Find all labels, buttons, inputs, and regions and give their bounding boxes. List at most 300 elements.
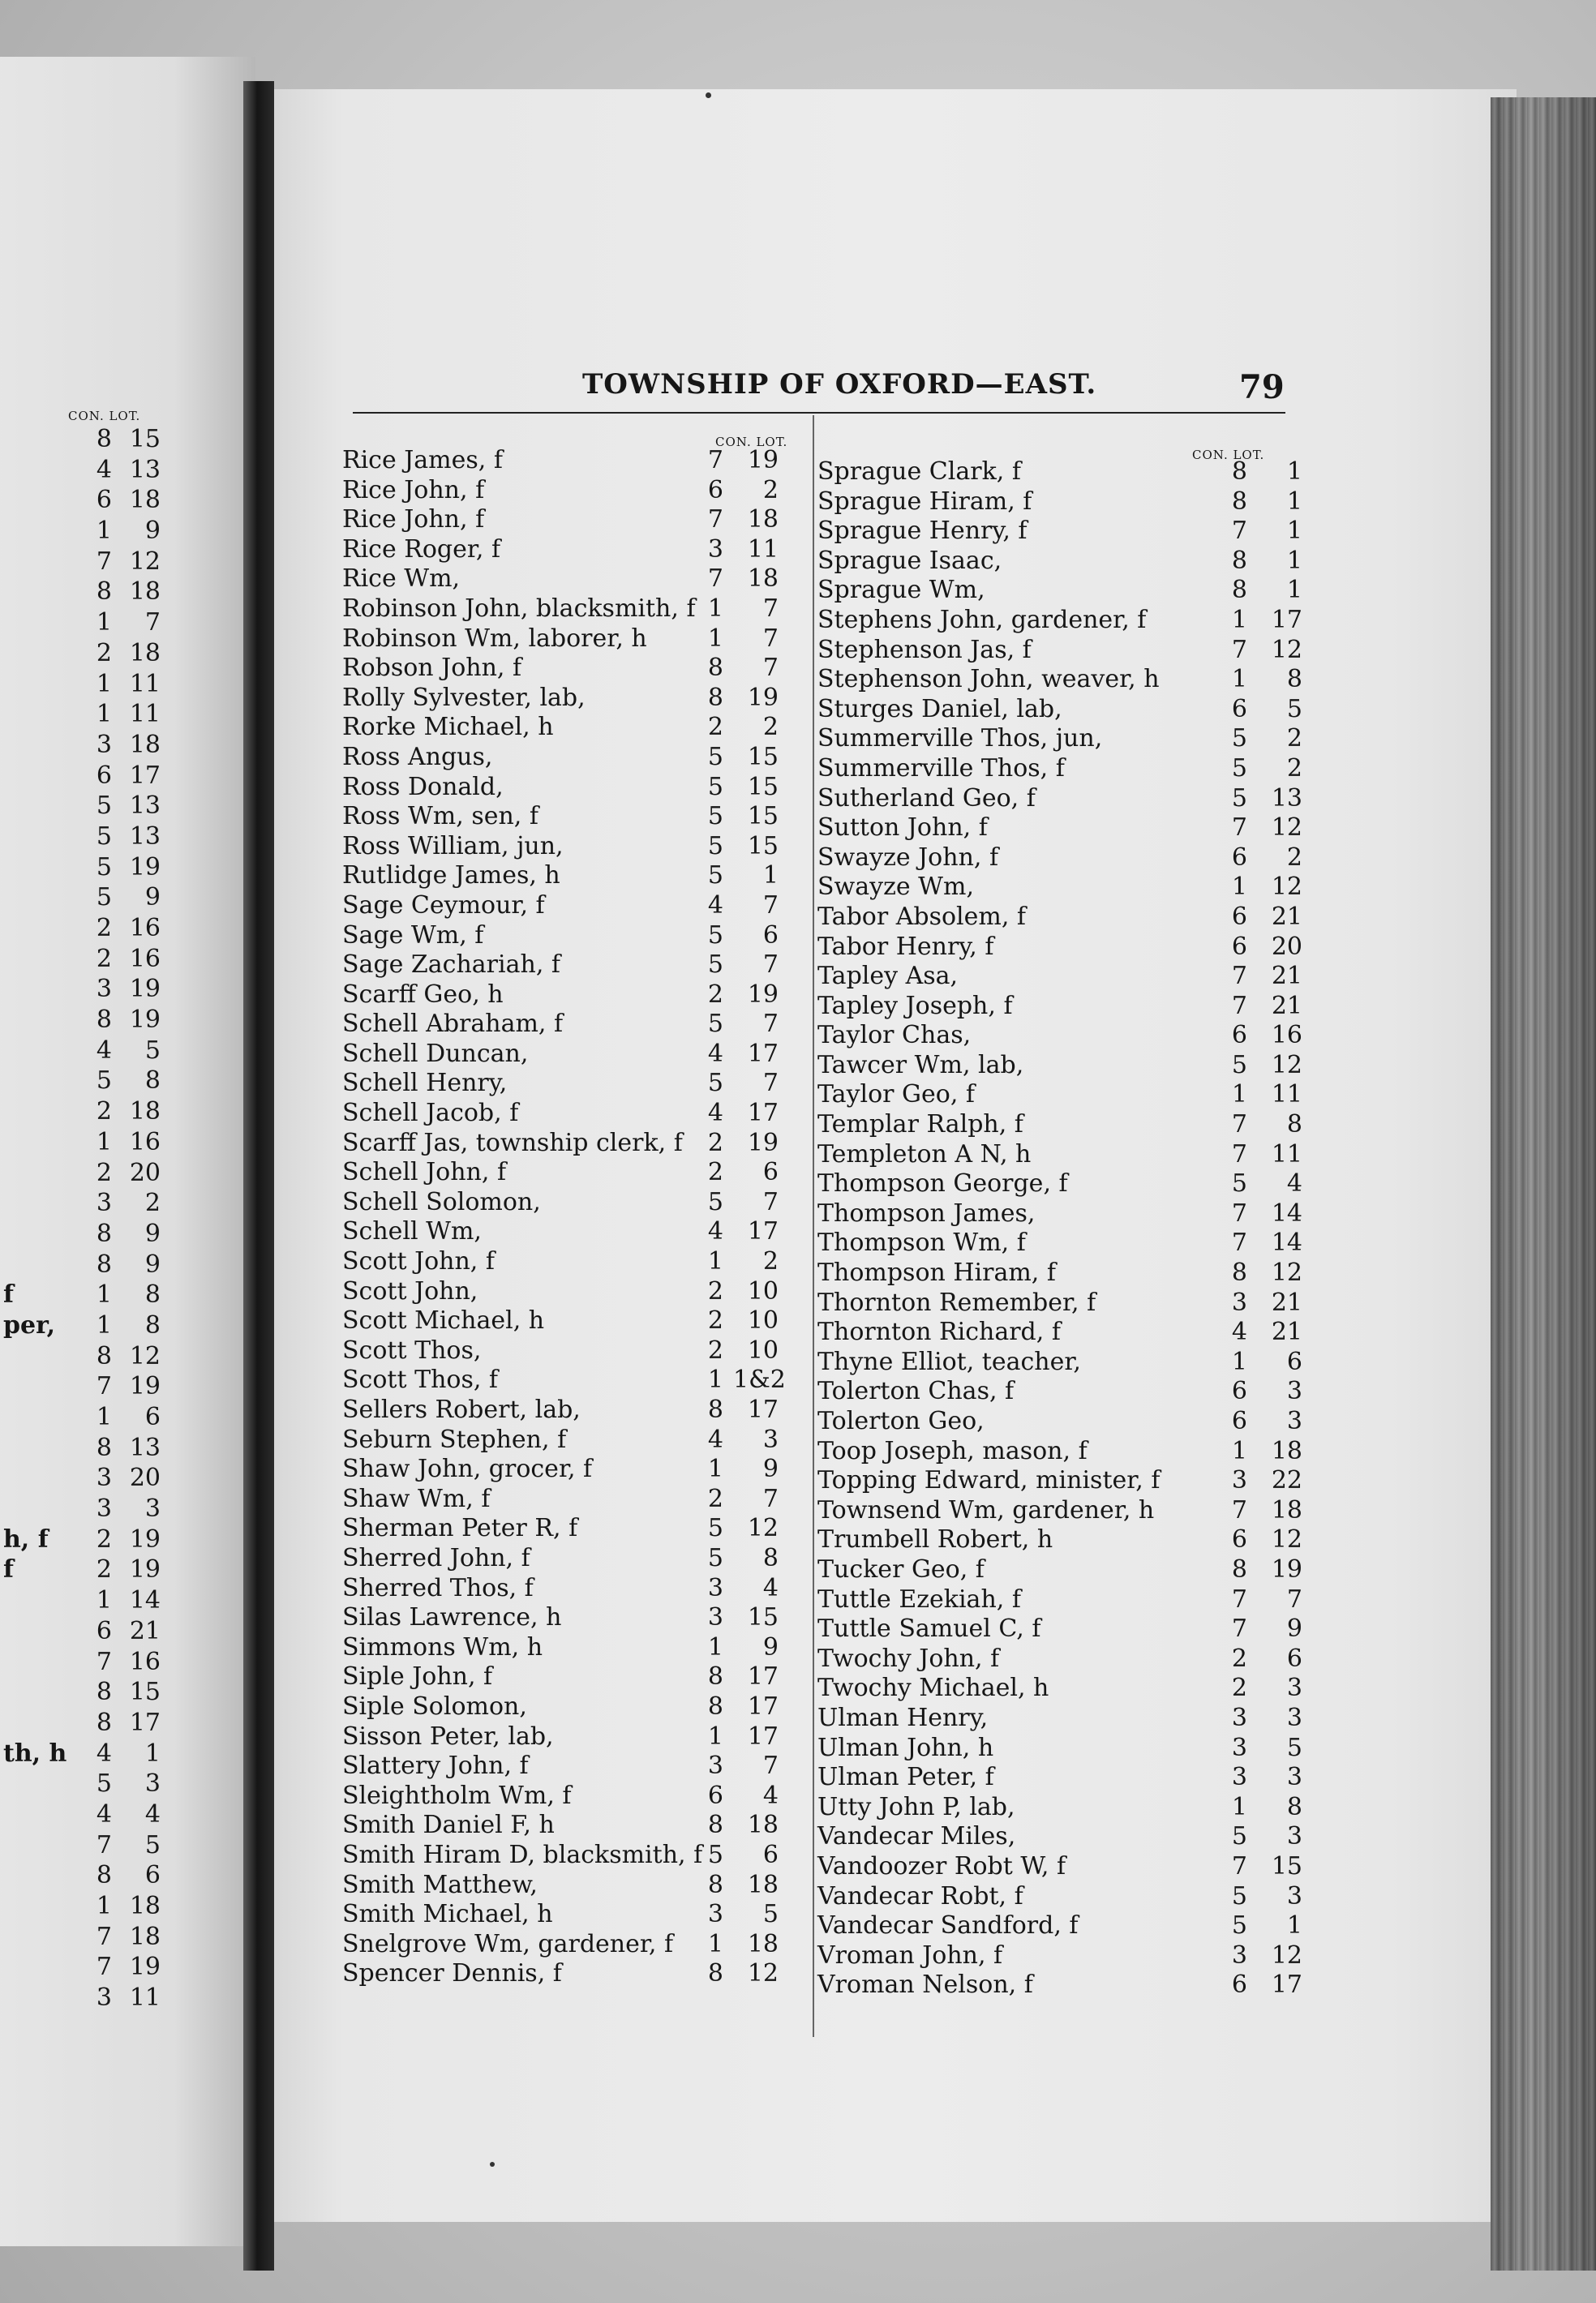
- resident-name: Templeton A N, h: [817, 1139, 1032, 1169]
- concession-number: 8: [96, 1006, 112, 1035]
- directory-entry: [817, 1259, 1304, 1289]
- concession-number: 3: [96, 1464, 112, 1493]
- left-page-row: [0, 1891, 243, 1922]
- concession-number: 3: [96, 1983, 112, 2013]
- directory-entry: [817, 1822, 1304, 1852]
- concession-number: 1: [96, 1127, 112, 1156]
- lot-number: 6: [144, 1861, 161, 1890]
- left-page-row: [0, 1250, 243, 1280]
- concession-number: 4: [96, 455, 112, 484]
- concession-number: 2: [1231, 1674, 1247, 1703]
- directory-entry: [342, 1662, 813, 1692]
- concession-number: 5: [96, 1066, 112, 1096]
- directory-entry: [342, 1040, 813, 1070]
- directory-entry: [817, 636, 1304, 666]
- resident-name: Ross Donald,: [342, 772, 504, 801]
- directory-entry: [817, 1941, 1304, 1971]
- lot-number: 2: [762, 713, 779, 742]
- directory-entry: [817, 487, 1304, 517]
- resident-name: Vandoozer Robt W, f: [817, 1851, 1066, 1881]
- concession-number: 3: [1231, 1941, 1247, 1970]
- concession-number: 8: [96, 1341, 112, 1370]
- left-page-row: [0, 516, 243, 547]
- concession-number: 1: [1231, 1080, 1247, 1109]
- concession-number: 3: [707, 1573, 723, 1602]
- col-left-header: CON. LOT.: [715, 435, 788, 449]
- resident-name: Templar Ralph, f: [817, 1110, 1023, 1139]
- left-page-column-header: CON. LOT.: [68, 409, 141, 423]
- lot-number: 21: [1271, 991, 1302, 1020]
- directory-entry: [342, 1336, 813, 1366]
- lot-number: 19: [129, 852, 161, 881]
- lot-number: 1: [1286, 517, 1302, 546]
- lot-number: 2: [1286, 724, 1302, 753]
- directory-entry: [342, 1930, 813, 1960]
- left-page-row: [0, 1708, 243, 1739]
- resident-name: Tuttle Samuel C, f: [817, 1615, 1041, 1644]
- resident-name: Schell Henry,: [342, 1069, 508, 1098]
- lot-number: 12: [1271, 635, 1302, 664]
- directory-entry: [817, 903, 1304, 933]
- left-page-row: [0, 1555, 243, 1585]
- lot-number: 19: [129, 1006, 161, 1035]
- resident-name: Topping Edward, minister, f: [817, 1466, 1161, 1495]
- lot-number: 18: [129, 1097, 161, 1126]
- concession-number: 7: [1231, 962, 1247, 991]
- directory-entry: [342, 1455, 813, 1485]
- left-page-row: [0, 1341, 243, 1372]
- concession-number: 5: [707, 1010, 723, 1039]
- directory-entry: [342, 1752, 813, 1782]
- resident-name: Smith Matthew,: [342, 1870, 538, 1899]
- lot-number: 17: [747, 1662, 779, 1692]
- concession-number: 7: [1231, 1139, 1247, 1169]
- resident-name: Sprague Isaac,: [817, 546, 1002, 575]
- concession-number: 2: [707, 1484, 723, 1513]
- lot-number: 2: [762, 1247, 779, 1276]
- lot-number: 1: [762, 861, 779, 890]
- lot-number: 8: [1286, 1792, 1302, 1821]
- directory-entry: [342, 476, 813, 506]
- concession-number: 5: [1231, 1911, 1247, 1941]
- lot-number: 20: [129, 1464, 161, 1493]
- lot-number: 22: [1271, 1466, 1302, 1495]
- concession-number: 8: [707, 1692, 723, 1721]
- resident-name: Schell John, f: [342, 1158, 507, 1187]
- lot-number: 11: [129, 700, 161, 729]
- lot-number: 19: [129, 1555, 161, 1585]
- concession-number: 4: [1231, 1318, 1247, 1347]
- resident-name: Taylor Chas,: [817, 1021, 972, 1050]
- resident-name: Vandecar Sandford, f: [817, 1911, 1079, 1941]
- lot-number: 1&2: [733, 1366, 786, 1395]
- concession-number: 8: [1231, 487, 1247, 516]
- concession-number: 1: [707, 594, 723, 623]
- lot-number: 7: [1286, 1585, 1302, 1614]
- concession-number: 2: [707, 1336, 723, 1365]
- lot-number: 21: [1271, 902, 1302, 931]
- lot-number: 21: [1271, 1288, 1302, 1317]
- lot-number: 12: [1271, 1259, 1302, 1288]
- concession-number: 4: [96, 1799, 112, 1829]
- directory-entry: [817, 1407, 1304, 1437]
- concession-number: 1: [707, 1632, 723, 1662]
- lot-number: 15: [747, 802, 779, 831]
- directory-entry: [817, 1555, 1304, 1585]
- concession-number: 7: [96, 547, 112, 576]
- concession-number: 8: [96, 425, 112, 453]
- lot-number: 9: [1286, 1615, 1302, 1644]
- lot-number: 18: [129, 638, 161, 667]
- lot-number: 12: [1271, 1525, 1302, 1555]
- directory-entry: [817, 1674, 1304, 1704]
- lot-number: 15: [747, 1603, 779, 1632]
- lot-number: 3: [1286, 1377, 1302, 1406]
- directory-entry: [817, 843, 1304, 873]
- lot-number: 18: [747, 505, 779, 534]
- directory-entry: [817, 1169, 1304, 1199]
- concession-number: 7: [96, 1953, 112, 1982]
- concession-number: 3: [1231, 1763, 1247, 1792]
- directory-entry: [817, 1852, 1304, 1882]
- lot-number: 12: [747, 1959, 779, 1988]
- left-page-row: [0, 1096, 243, 1127]
- concession-number: 1: [707, 1455, 723, 1484]
- resident-name: Smith Hiram D, blacksmith, f: [342, 1840, 703, 1869]
- resident-name: Vandecar Miles,: [817, 1822, 1016, 1851]
- left-page-row: [0, 1647, 243, 1678]
- directory-entry: [342, 802, 813, 832]
- resident-name: Shaw Wm, f: [342, 1484, 491, 1513]
- page-edges: [1491, 97, 1596, 2271]
- directory-entry: [817, 1585, 1304, 1615]
- left-page-row: [0, 1616, 243, 1647]
- lot-number: 13: [129, 455, 161, 484]
- lot-number: 11: [129, 669, 161, 698]
- concession-number: 6: [1231, 1971, 1247, 2000]
- lot-number: 4: [762, 1781, 779, 1810]
- resident-name: Siple John, f: [342, 1662, 493, 1692]
- lot-number: 5: [762, 1900, 779, 1929]
- directory-entry: [342, 832, 813, 862]
- lot-number: 7: [762, 1010, 779, 1039]
- directory-entry: [342, 713, 813, 743]
- left-page-row: [0, 913, 243, 944]
- lot-number: 13: [129, 791, 161, 821]
- resident-name: Tabor Absolem, f: [817, 902, 1027, 931]
- left-page-row: [0, 1922, 243, 1953]
- resident-name: Silas Lawrence, h: [342, 1603, 562, 1632]
- resident-name: Snelgrove Wm, gardener, f: [342, 1929, 674, 1958]
- lot-number: 4: [144, 1799, 161, 1829]
- concession-number: 6: [96, 761, 112, 790]
- directory-entry: [342, 1959, 813, 1989]
- concession-number: 5: [1231, 1050, 1247, 1079]
- lot-number: 17: [1271, 1971, 1302, 2000]
- concession-number: 3: [1231, 1466, 1247, 1495]
- resident-name: Robinson Wm, laborer, h: [342, 624, 647, 653]
- concession-number: 8: [96, 1678, 112, 1707]
- resident-name: Tuttle Ezekiah, f: [817, 1585, 1021, 1614]
- directory-entry: [817, 1318, 1304, 1348]
- lot-number: 3: [1286, 1674, 1302, 1703]
- concession-number: 5: [707, 1543, 723, 1572]
- concession-number: 5: [707, 950, 723, 980]
- concession-number: 8: [96, 1433, 112, 1462]
- resident-name: Scott John,: [342, 1276, 478, 1306]
- resident-name: Scarff Geo, h: [342, 980, 504, 1009]
- lot-number: 9: [144, 1219, 161, 1248]
- lot-number: 21: [129, 1616, 161, 1645]
- directory-entry: [817, 1437, 1304, 1467]
- lot-number: 17: [129, 761, 161, 790]
- resident-name: Sutton John, f: [817, 813, 988, 843]
- resident-name: Thornton Richard, f: [817, 1318, 1061, 1347]
- concession-number: 2: [96, 1525, 112, 1554]
- lot-number: 7: [762, 1069, 779, 1098]
- directory-entry: [817, 1971, 1304, 2001]
- lot-number: 18: [747, 1929, 779, 1958]
- concession-number: 8: [1231, 1259, 1247, 1288]
- lot-number: 18: [129, 1922, 161, 1951]
- lot-number: 17: [747, 1722, 779, 1751]
- resident-name: Tolerton Chas, f: [817, 1377, 1015, 1406]
- lot-number: 7: [762, 624, 779, 653]
- resident-name: Sisson Peter, lab,: [342, 1722, 554, 1751]
- resident-name: Scott Thos,: [342, 1336, 482, 1365]
- resident-name: Swayze John, f: [817, 843, 999, 872]
- resident-name: Stephenson Jas, f: [817, 635, 1032, 664]
- concession-number: 8: [707, 1662, 723, 1692]
- resident-name: Sherman Peter R, f: [342, 1514, 578, 1543]
- lot-number: 7: [762, 1752, 779, 1781]
- concession-number: 8: [96, 1219, 112, 1248]
- resident-name: Utty John P, lab,: [817, 1792, 1015, 1821]
- lot-number: 3: [1286, 1822, 1302, 1851]
- directory-entry: [817, 1199, 1304, 1229]
- directory-entry: [817, 1229, 1304, 1259]
- lot-number: 13: [1271, 783, 1302, 813]
- lot-number: 8: [144, 1310, 161, 1340]
- concession-number: 7: [707, 505, 723, 534]
- concession-number: 8: [1231, 546, 1247, 575]
- directory-entry: [817, 1021, 1304, 1051]
- resident-name: Thompson Hiram, f: [817, 1259, 1056, 1288]
- left-page-row: [0, 1158, 243, 1189]
- lot-number: 7: [762, 594, 779, 623]
- lot-number: 10: [747, 1276, 779, 1306]
- concession-number: 5: [707, 1840, 723, 1869]
- resident-name: Rice Roger, f: [342, 534, 501, 564]
- left-page-row: [0, 1310, 243, 1341]
- concession-number: 3: [707, 1900, 723, 1929]
- concession-number: 8: [96, 577, 112, 607]
- lot-number: 16: [129, 914, 161, 942]
- resident-name: Rice James, f: [342, 446, 503, 474]
- directory-entry: [342, 1129, 813, 1159]
- lot-number: 18: [747, 1811, 779, 1840]
- directory-entry: [817, 784, 1304, 814]
- directory-entry: [342, 861, 813, 891]
- lot-number: 12: [1271, 1050, 1302, 1079]
- concession-number: 7: [96, 1830, 112, 1859]
- directory-entry: [342, 773, 813, 803]
- concession-number: 5: [707, 1514, 723, 1543]
- resident-name: Taylor Geo, f: [817, 1080, 976, 1109]
- row-name-fragment: th, h: [3, 1739, 67, 1768]
- lot-number: 11: [1271, 1139, 1302, 1169]
- left-page-row: [0, 1677, 243, 1708]
- concession-number: 7: [1231, 517, 1247, 546]
- directory-entry: [817, 813, 1304, 843]
- left-page-row: [0, 1188, 243, 1219]
- directory-column-left: [342, 446, 813, 1989]
- lot-number: 19: [747, 683, 779, 712]
- left-page-row: [0, 974, 243, 1005]
- concession-number: 2: [707, 1158, 723, 1187]
- resident-name: Sage Zachariah, f: [342, 950, 560, 980]
- row-name-fragment: f: [3, 1280, 14, 1310]
- concession-number: 1: [96, 1586, 112, 1615]
- lot-number: 14: [129, 1586, 161, 1615]
- resident-name: Sprague Wm,: [817, 576, 985, 605]
- directory-entry: [817, 1645, 1304, 1675]
- resident-name: Scott Michael, h: [342, 1306, 545, 1336]
- directory-entry: [817, 1525, 1304, 1555]
- concession-number: 8: [1231, 576, 1247, 605]
- directory-entry: [342, 1900, 813, 1930]
- concession-number: 1: [96, 1403, 112, 1431]
- lot-number: 6: [762, 1158, 779, 1187]
- directory-entry: [817, 517, 1304, 547]
- concession-number: 6: [707, 1781, 723, 1810]
- left-page-row: [0, 944, 243, 975]
- concession-number: 1: [96, 517, 112, 546]
- lot-number: 9: [762, 1632, 779, 1662]
- resident-name: Thornton Remember, f: [817, 1288, 1096, 1317]
- concession-number: 2: [707, 980, 723, 1009]
- left-page-row: [0, 1463, 243, 1494]
- resident-name: Summerville Thos, f: [817, 753, 1065, 783]
- lot-number: 12: [129, 547, 161, 576]
- lot-number: 5: [144, 1036, 161, 1065]
- resident-name: Tapley Asa,: [817, 962, 959, 991]
- resident-name: Rorke Michael, h: [342, 713, 554, 742]
- directory-entry: [342, 564, 813, 594]
- lot-number: 9: [144, 1250, 161, 1279]
- lot-number: 6: [1286, 1347, 1302, 1376]
- directory-entry: [817, 754, 1304, 784]
- concession-number: 5: [96, 821, 112, 851]
- resident-name: Tawcer Wm, lab,: [817, 1050, 1024, 1079]
- lot-number: 16: [129, 1127, 161, 1156]
- resident-name: Schell Duncan,: [342, 1039, 529, 1068]
- resident-name: Sprague Henry, f: [817, 517, 1028, 546]
- directory-entry: [342, 980, 813, 1010]
- resident-name: Smith Daniel F, h: [342, 1811, 555, 1840]
- left-page-row: [0, 547, 243, 577]
- concession-number: 7: [1231, 991, 1247, 1020]
- lot-number: 18: [1271, 1436, 1302, 1465]
- lot-number: 17: [747, 1217, 779, 1246]
- resident-name: Townsend Wm, gardener, h: [817, 1495, 1155, 1525]
- lot-number: 3: [144, 1495, 161, 1524]
- resident-name: Schell Solomon,: [342, 1187, 541, 1216]
- lot-number: 16: [1271, 1021, 1302, 1050]
- concession-number: 1: [1231, 665, 1247, 694]
- resident-name: Thompson Wm, f: [817, 1229, 1026, 1258]
- lot-number: 12: [1271, 873, 1302, 902]
- resident-name: Vandecar Robt, f: [817, 1881, 1023, 1911]
- directory-entry: [342, 535, 813, 565]
- resident-name: Rutlidge James, h: [342, 861, 560, 890]
- directory-entry: [342, 1544, 813, 1574]
- resident-name: Shaw John, grocer, f: [342, 1455, 593, 1484]
- concession-number: 2: [96, 1555, 112, 1585]
- lot-number: 18: [747, 564, 779, 594]
- lot-number: 11: [129, 1983, 161, 2013]
- concession-number: 5: [707, 861, 723, 890]
- directory-entry: [342, 624, 813, 654]
- scan-speck: [490, 2162, 495, 2167]
- lot-number: 1: [1286, 457, 1302, 486]
- lot-number: 17: [747, 1692, 779, 1721]
- directory-entry: [817, 1377, 1304, 1407]
- directory-entry: [342, 1069, 813, 1099]
- lot-number: 2: [1286, 843, 1302, 872]
- lot-number: 9: [762, 1455, 779, 1484]
- lot-number: 5: [144, 1830, 161, 1859]
- resident-name: Robson John, f: [342, 654, 522, 683]
- directory-entry: [342, 1782, 813, 1812]
- lot-number: 19: [747, 1128, 779, 1157]
- lot-number: 1: [1286, 576, 1302, 605]
- concession-number: 5: [96, 791, 112, 821]
- lot-number: 15: [129, 1678, 161, 1707]
- concession-number: 5: [1231, 1881, 1247, 1911]
- lot-number: 1: [1286, 1911, 1302, 1941]
- lot-number: 19: [129, 1372, 161, 1401]
- book-gutter: [243, 81, 274, 2271]
- concession-number: 2: [1231, 1644, 1247, 1673]
- lot-number: 2: [762, 475, 779, 504]
- concession-number: 7: [1231, 1615, 1247, 1644]
- resident-name: Ulman Henry,: [817, 1703, 989, 1732]
- left-page-row: [0, 699, 243, 730]
- directory-entry: [342, 654, 813, 684]
- concession-number: 3: [96, 1495, 112, 1524]
- lot-number: 13: [129, 821, 161, 851]
- directory-entry: [342, 1426, 813, 1456]
- concession-number: 8: [96, 1250, 112, 1279]
- directory-entry: [817, 933, 1304, 963]
- directory-entry: [817, 1734, 1304, 1764]
- resident-name: Tabor Henry, f: [817, 932, 994, 961]
- lot-number: 19: [129, 1953, 161, 1982]
- concession-number: 3: [96, 975, 112, 1004]
- concession-number: 4: [707, 1099, 723, 1128]
- concession-number: 3: [707, 1603, 723, 1632]
- resident-name: Stephenson John, weaver, h: [817, 665, 1160, 694]
- resident-name: Rolly Sylvester, lab,: [342, 683, 586, 712]
- concession-number: 1: [707, 1366, 723, 1395]
- concession-number: 2: [707, 713, 723, 742]
- directory-column-right: [817, 457, 1304, 2001]
- resident-name: Rice John, f: [342, 475, 485, 504]
- lot-number: 15: [747, 831, 779, 860]
- resident-name: Scarff Jas, township clerk, f: [342, 1128, 683, 1157]
- lot-number: 6: [762, 920, 779, 950]
